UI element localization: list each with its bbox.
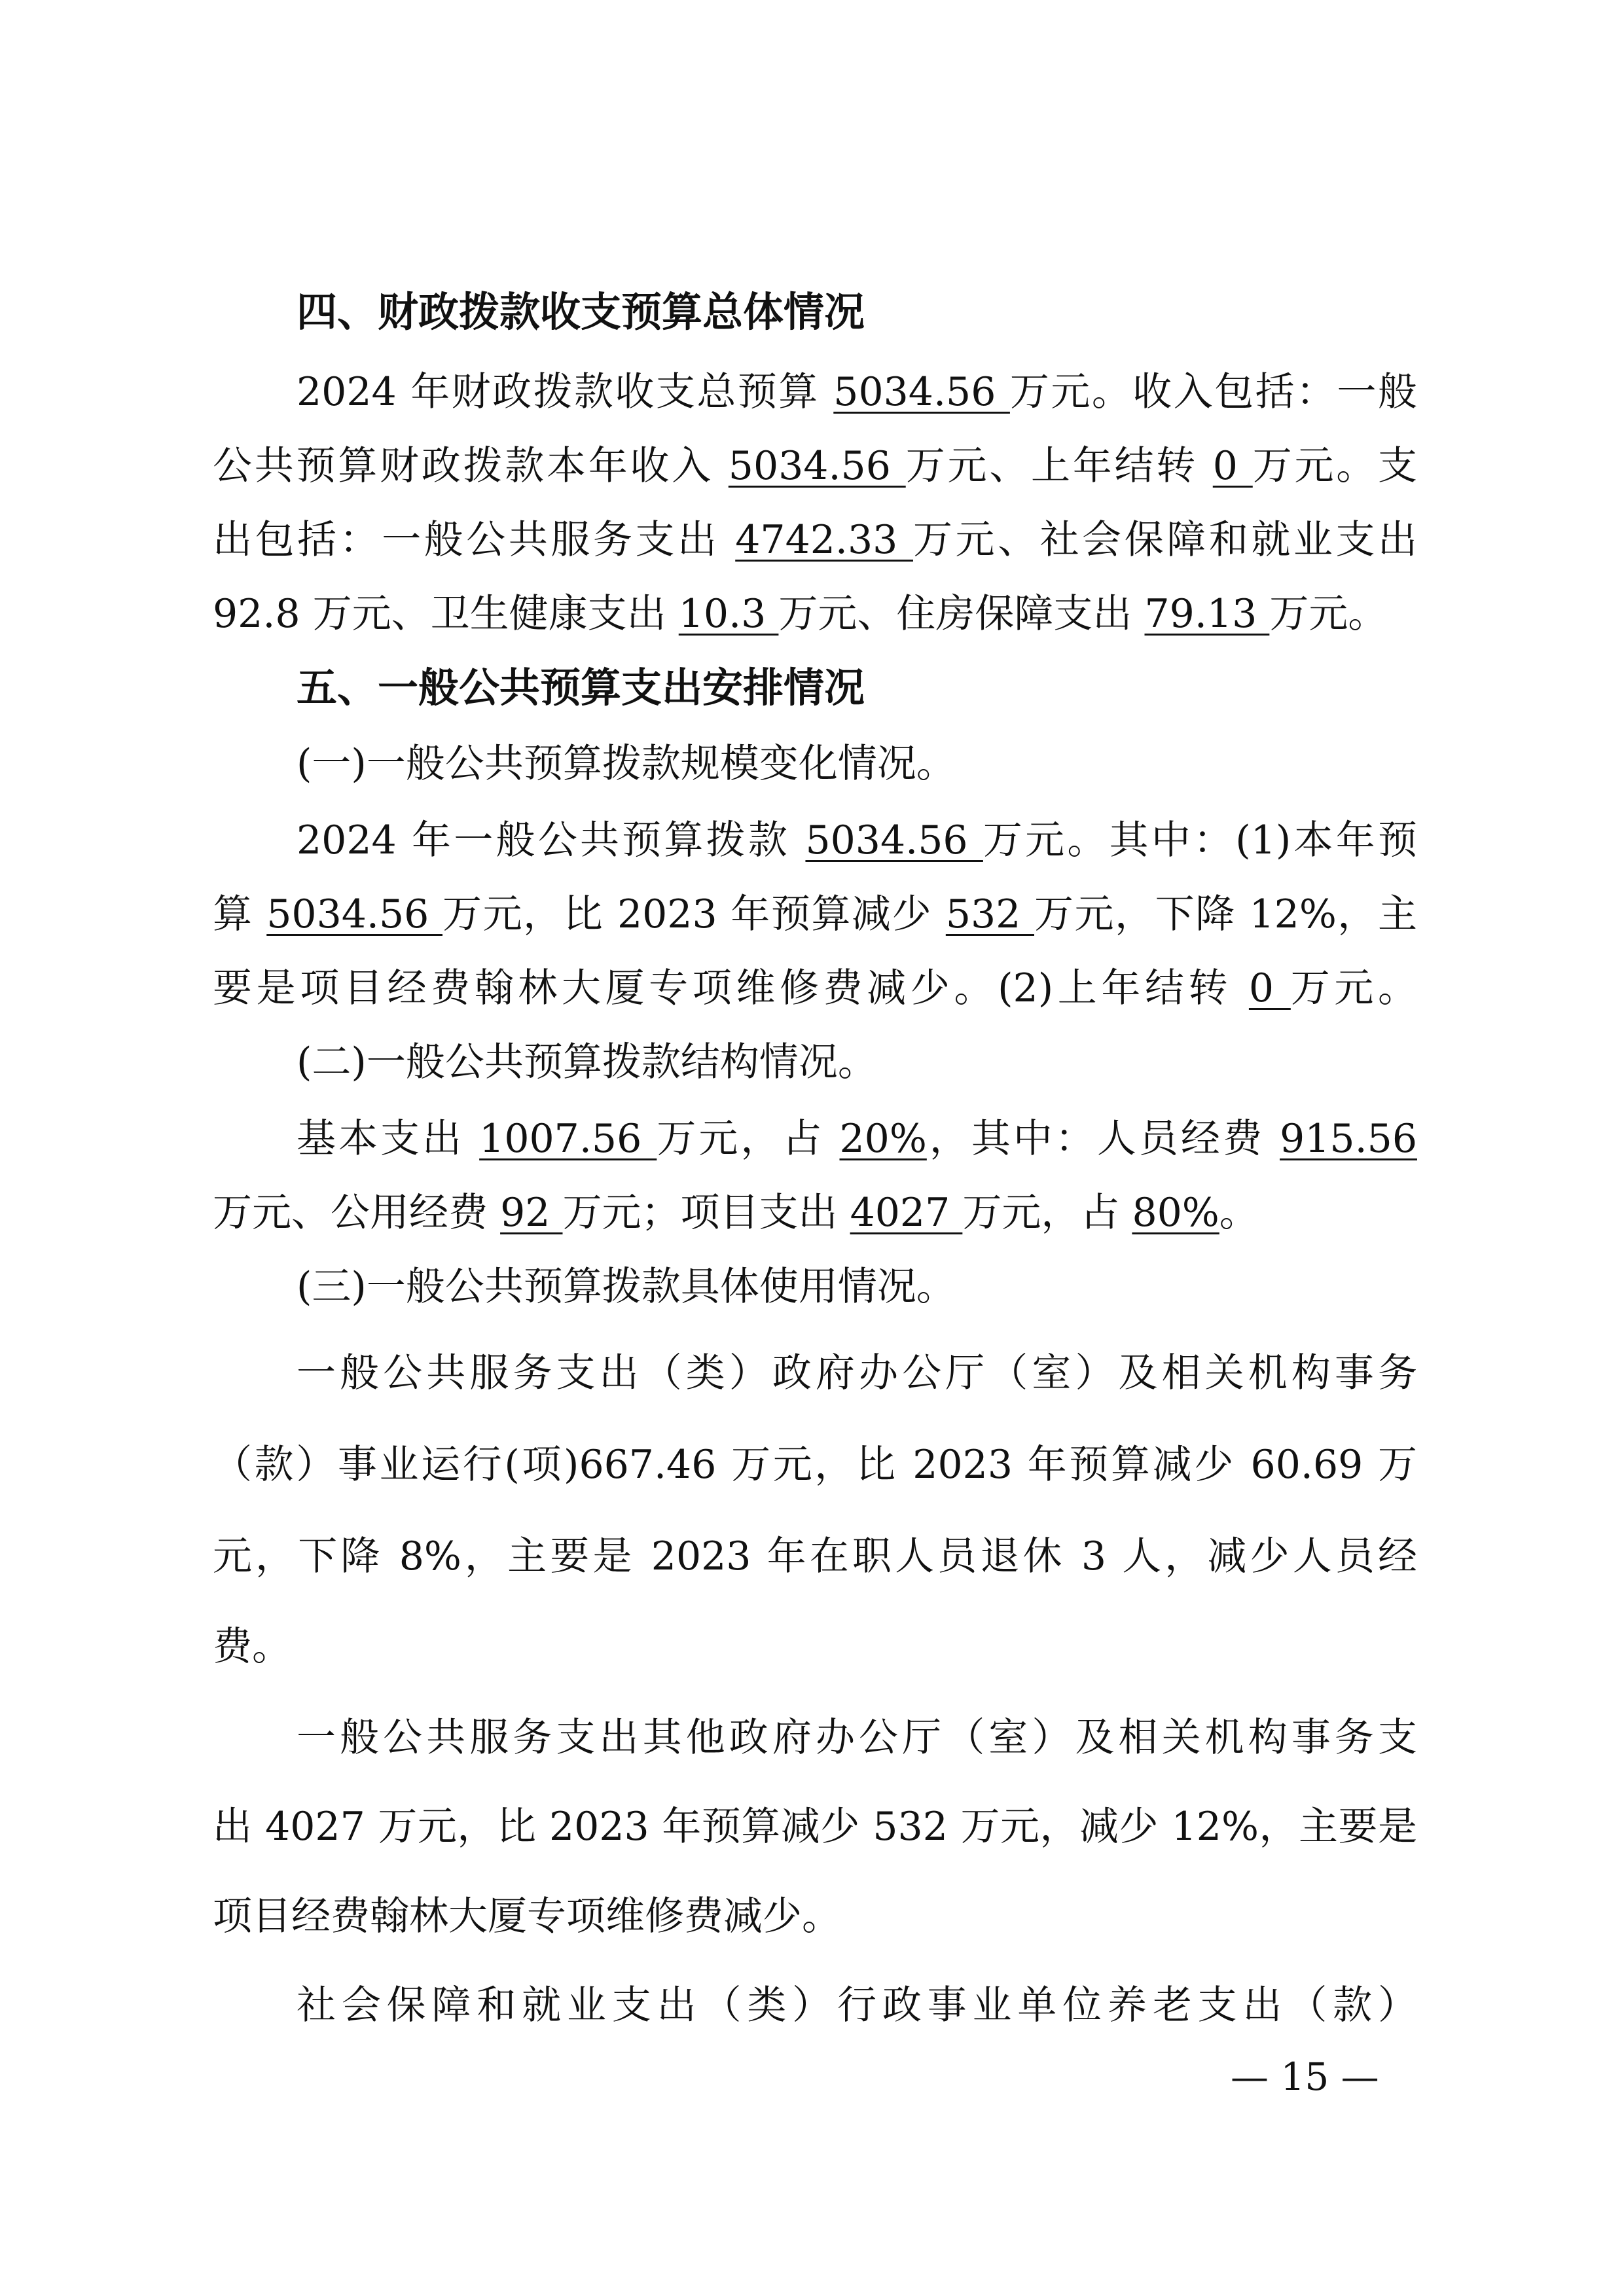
paragraph-line: 出 4027 万元，比 2023 年预算减少 532 万元，减少 12%，主要是 xyxy=(213,1804,1417,1850)
paragraph-line: 2024 年财政拨款收支总预算 5034.56 万元。收入包括：一般 xyxy=(297,369,1417,415)
underlined-amount: 4742.33 xyxy=(735,517,913,563)
page-number: — 15 — xyxy=(1231,2054,1379,2099)
subheading-1: (一)一般公共预算拨款规模变化情况。 xyxy=(297,741,956,787)
paragraph-line: 一般公共服务支出其他政府办公厅（室）及相关机构事务支 xyxy=(297,1715,1417,1761)
paragraph-line: 公共预算财政拨款本年收入 5034.56 万元、上年结转 0 万元。支 xyxy=(213,443,1418,489)
underlined-amount: 10.3 xyxy=(678,591,779,637)
underlined-amount: 5034.56 xyxy=(728,443,906,489)
paragraph-line: 算 5034.56 万元，比 2023 年预算减少 532 万元，下降 12%，主 xyxy=(213,891,1418,937)
underlined-amount: 5034.56 xyxy=(833,369,1010,415)
subheading-2: (二)一般公共预算拨款结构情况。 xyxy=(297,1039,877,1085)
paragraph-line: 要是项目经费翰林大厦专项维修费减少。(2)上年结转 0 万元。 xyxy=(213,965,1418,1011)
underlined-amount: 92 xyxy=(500,1190,563,1236)
paragraph-line: 元，下降 8%，主要是 2023 年在职人员退休 3 人，减少人员经 xyxy=(213,1534,1417,1579)
paragraph-line: 社会保障和就业支出（类）行政事业单位养老支出（款） xyxy=(297,1982,1417,2028)
paragraph-line: 基本支出 1007.56 万元，占 20%，其中：人员经费 915.56 xyxy=(297,1116,1417,1162)
subheading-3: (三)一般公共预算拨款具体使用情况。 xyxy=(297,1264,956,1310)
paragraph-line: 一般公共服务支出（类）政府办公厅（室）及相关机构事务 xyxy=(297,1350,1417,1396)
underlined-amount: 915.56 xyxy=(1280,1116,1417,1162)
underlined-amount: 0 xyxy=(1248,965,1291,1011)
underlined-amount: 5034.56 xyxy=(266,891,442,937)
underlined-amount: 532 xyxy=(945,891,1034,937)
underlined-amount: 1007.56 xyxy=(479,1116,657,1162)
paragraph-line: （款）事业运行(项)667.46 万元，比 2023 年预算减少 60.69 万 xyxy=(213,1442,1417,1488)
paragraph-line: 出包括：一般公共服务支出 4742.33 万元、社会保障和就业支出 xyxy=(213,517,1418,563)
paragraph-line: 2024 年一般公共预算拨款 5034.56 万元。其中：(1)本年预 xyxy=(297,817,1418,863)
section-heading-4: 四、财政拨款收支预算总体情况 xyxy=(297,288,865,336)
underlined-amount: 79.13 xyxy=(1144,591,1270,637)
underlined-amount: 0 xyxy=(1212,443,1253,489)
underlined-amount: 4027 xyxy=(850,1190,963,1236)
underlined-amount: 5034.56 xyxy=(805,817,983,863)
paragraph-line: 费。 xyxy=(213,1624,291,1670)
paragraph-line: 92.8 万元、卫生健康支出 10.3 万元、住房保障支出 79.13 万元。 xyxy=(213,591,1388,637)
paragraph-line: 万元、公用经费 92 万元；项目支出 4027 万元，占 80%。 xyxy=(213,1190,1259,1236)
paragraph-line: 项目经费翰林大厦专项维修费减少。 xyxy=(213,1893,841,1939)
section-heading-5: 五、一般公共预算支出安排情况 xyxy=(297,664,865,711)
underlined-amount: 20% xyxy=(839,1116,927,1162)
underlined-amount: 80% xyxy=(1132,1190,1219,1236)
